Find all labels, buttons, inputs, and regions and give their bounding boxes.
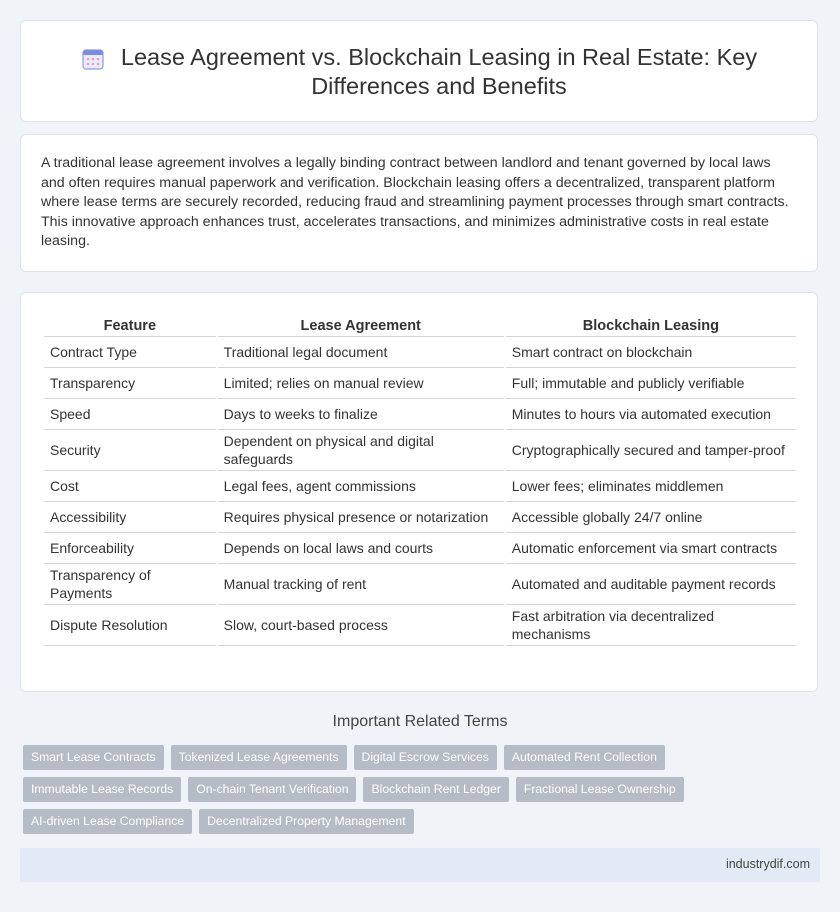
related-term-tag[interactable]: Tokenized Lease Agreements [171,745,347,770]
footer-source-link[interactable]: industrydif.com [725,857,810,871]
table-row [44,605,796,646]
title-card [20,20,818,122]
table-row [44,533,796,564]
header-feature: Feature [44,316,216,337]
table-cell-lease: Requires physical presence or notarization [218,502,504,533]
related-term-tag[interactable]: Blockchain Rent Ledger [363,777,508,802]
related-term-tag[interactable]: AI-driven Lease Compliance [23,809,192,834]
table-cell-feature: Contract Type [44,337,216,368]
table-cell-lease: Manual tracking of rent [218,564,504,605]
related-terms-list [23,745,823,841]
header-blockchain-leasing: Blockchain Leasing [506,316,796,337]
table-row [44,471,796,502]
table-cell-feature: Transparency of Payments [44,564,216,605]
table-cell-lease: Depends on local laws and courts [218,533,504,564]
table-row [44,368,796,399]
table-cell-blockchain: Automatic enforcement via smart contracts [506,533,796,564]
table-cell-feature: Transparency [44,368,216,399]
table-cell-blockchain: Full; immutable and publicly verifiable [506,368,796,399]
related-term-tag[interactable]: Digital Escrow Services [354,745,497,770]
table-cell-blockchain: Minutes to hours via automated execution [506,399,796,430]
intro-paragraph: A traditional lease agreement involves a legally binding contract between landlord and tenant governed by local laws and often requires manual paperwork and verification. Blockchain leasing offers a decentralized, transparent platform where lease terms are securely recorded, reducing fraud and streamlining payment processes through smart contracts. This innovative approach enhances trust, accelerates transactions, and minimizes administrative costs in real estate leasing. [41,155,789,249]
related-term-tag[interactable]: Fractional Lease Ownership [516,777,684,802]
related-term-tag[interactable]: Smart Lease Contracts [23,745,164,770]
table-cell-lease: Legal fees, agent commissions [218,471,504,502]
related-term-tag[interactable]: On-chain Tenant Verification [188,777,356,802]
related-term-tag[interactable]: Decentralized Property Management [199,809,414,834]
table-row [44,337,796,368]
table-cell-feature: Speed [44,399,216,430]
table-cell-feature: Security [44,430,216,471]
footer [20,848,820,882]
table-cell-blockchain: Accessible globally 24/7 online [506,502,796,533]
table-header-row [44,316,796,337]
table-cell-feature: Enforceability [44,533,216,564]
comparison-card [20,292,818,692]
comparison-table [42,316,798,646]
table-cell-feature: Dispute Resolution [44,605,216,646]
table-cell-lease: Traditional legal document [218,337,504,368]
table-row [44,564,796,605]
table-cell-lease: Days to weeks to finalize [218,399,504,430]
intro-card [20,134,818,272]
page-title: Lease Agreement vs. Blockchain Leasing in Real Estate: Key Differences and Benefits [120,44,758,99]
header-lease-agreement: Lease Agreement [218,316,504,337]
table-cell-blockchain: Lower fees; eliminates middlemen [506,471,796,502]
related-term-tag[interactable]: Automated Rent Collection [504,745,665,770]
table-cell-blockchain: Automated and auditable payment records [506,564,796,605]
table-row [44,399,796,430]
table-cell-feature: Accessibility [44,502,216,533]
related-term-tag[interactable]: Immutable Lease Records [23,777,181,802]
table-cell-lease: Dependent on physical and digital safeguards [218,430,504,471]
table-cell-lease: Limited; relies on manual review [218,368,504,399]
table-cell-blockchain: Cryptographically secured and tamper-proof [506,430,796,471]
table-cell-blockchain: Smart contract on blockchain [506,337,796,368]
table-row [44,430,796,471]
table-cell-feature: Cost [44,471,216,502]
table-cell-blockchain: Fast arbitration via decentralized mechanisms [506,605,796,646]
table-row [44,502,796,533]
related-terms-heading: Important Related Terms [332,713,508,730]
table-cell-lease: Slow, court-based process [218,605,504,646]
